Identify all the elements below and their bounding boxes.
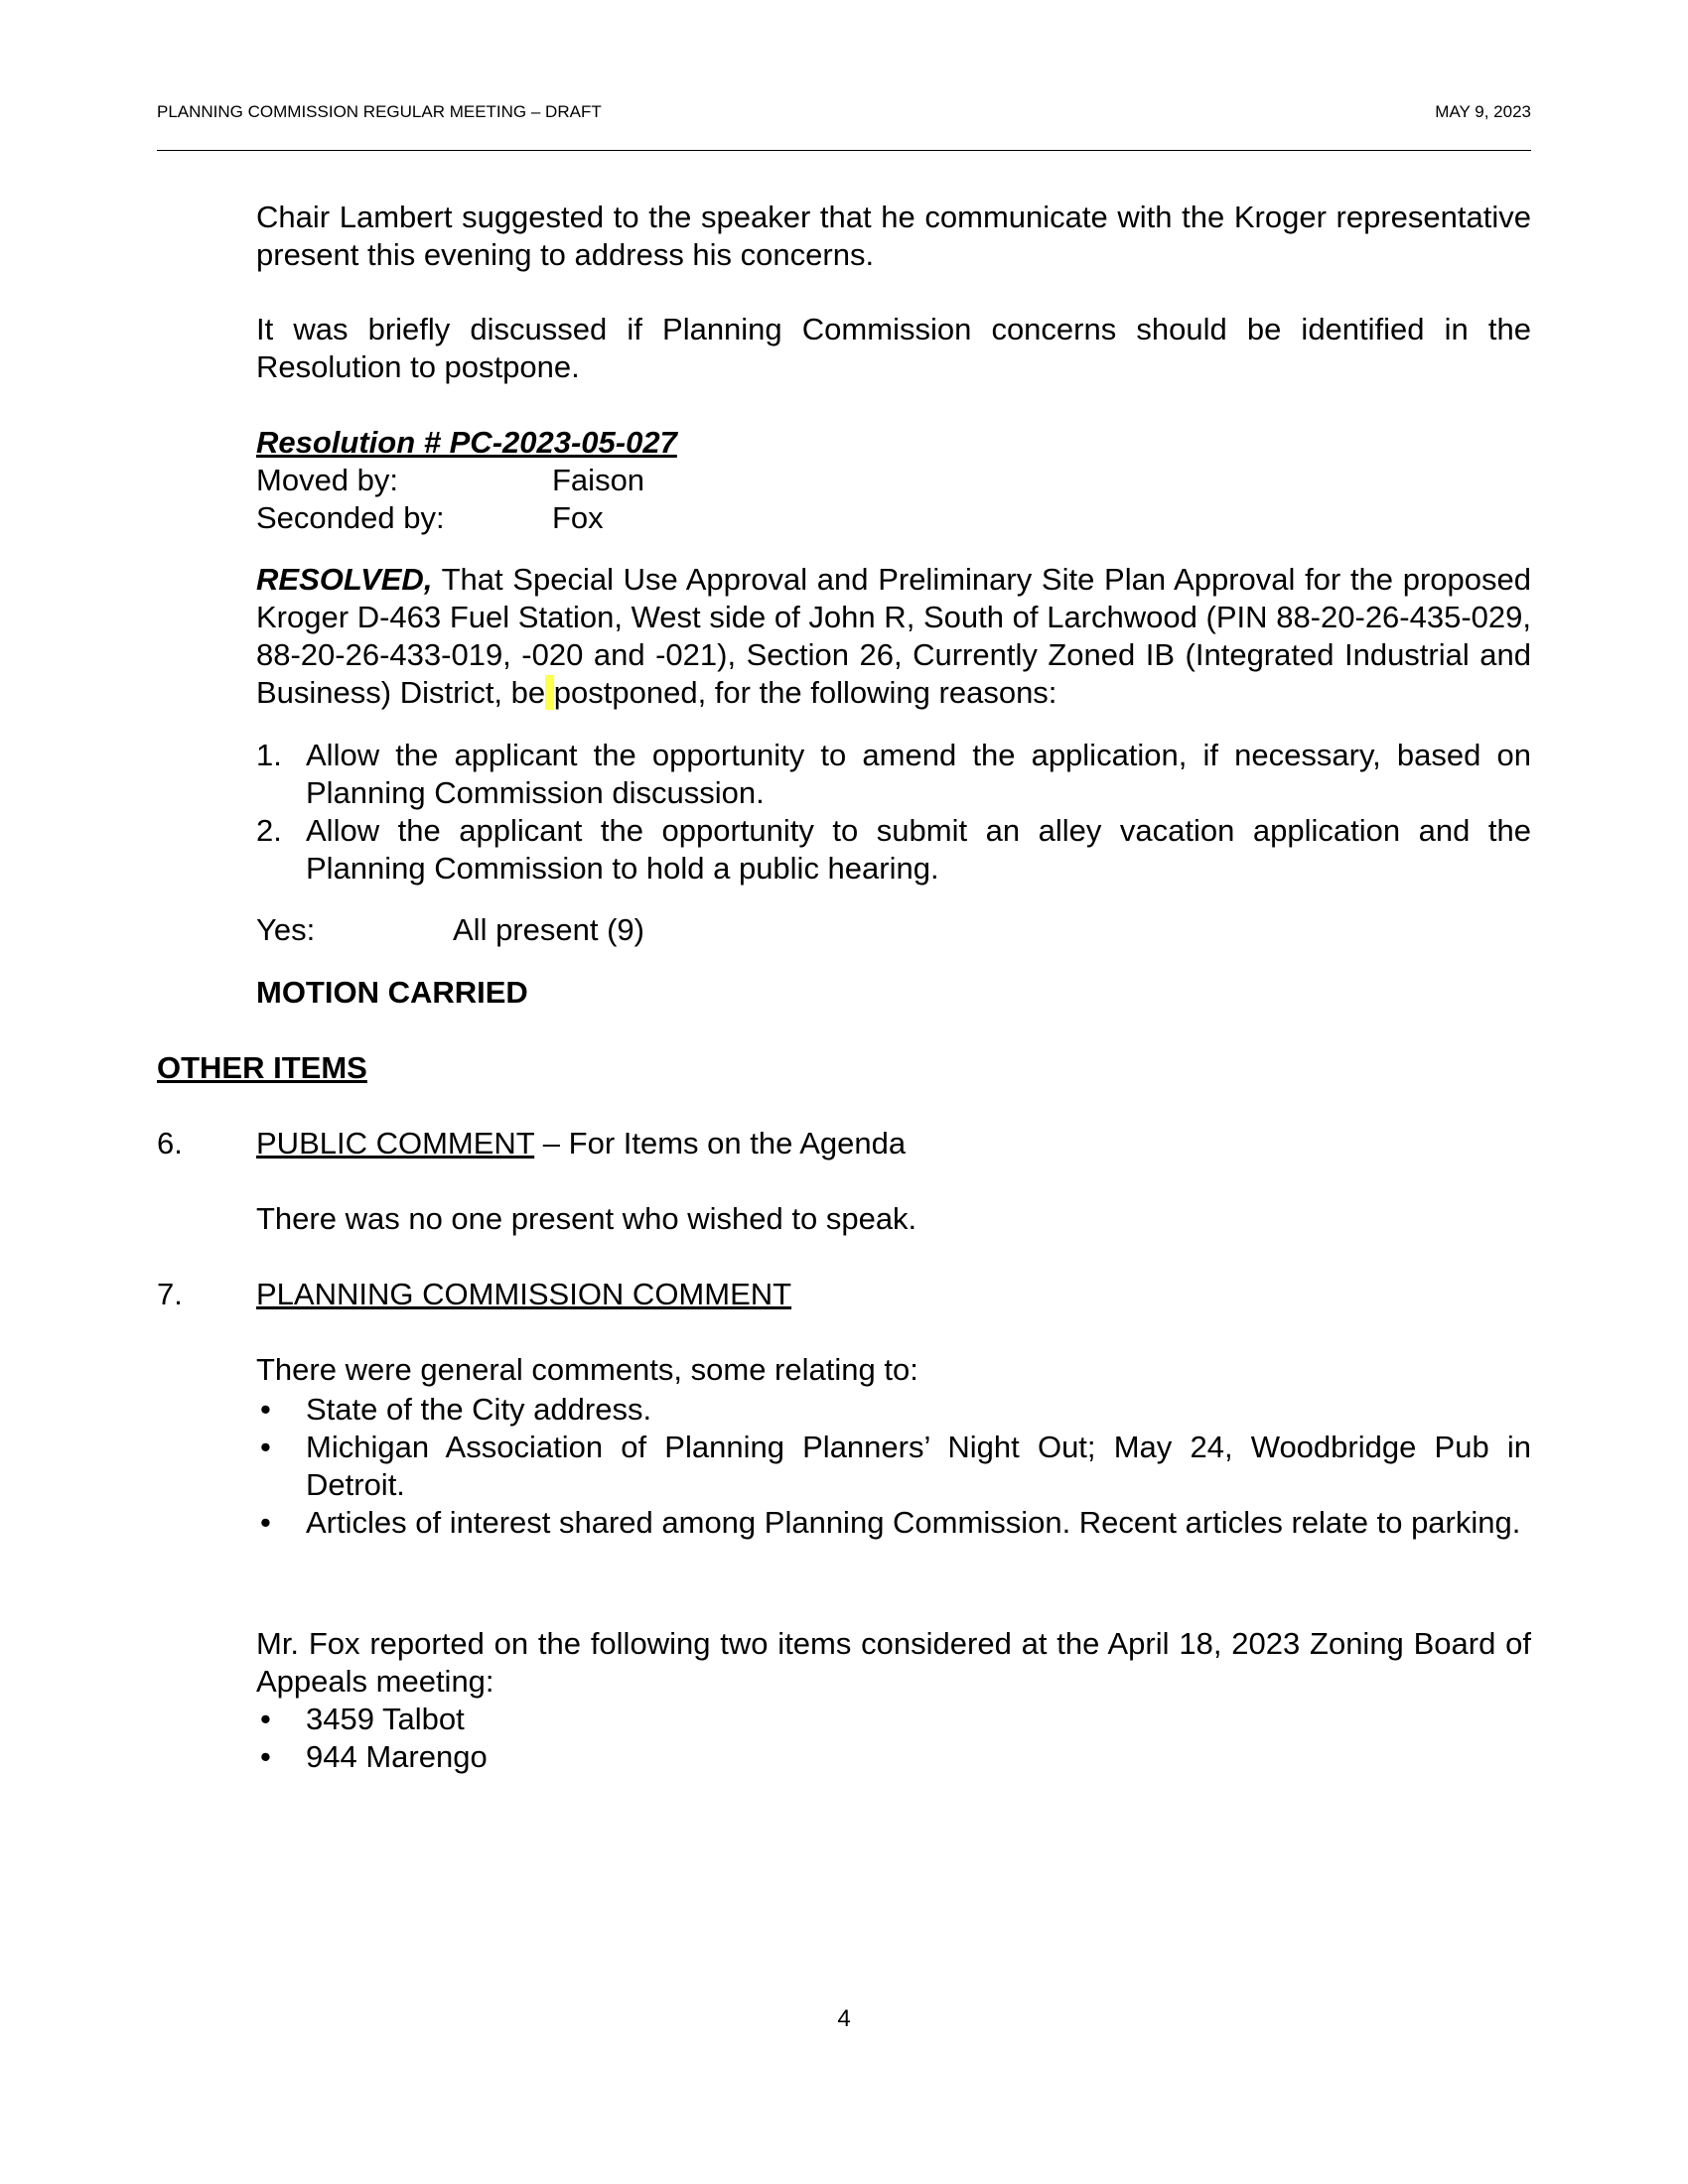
list-item — [256, 1504, 1531, 1542]
list-item — [256, 1738, 1531, 1776]
header-title: PLANNING COMMISSION REGULAR MEETING – DRAFT — [157, 102, 602, 121]
list-item-text: Allow the applicant the opportunity to submit an alley vacation application and the Planning Commission to hold a public hearing. — [306, 813, 1531, 886]
seconded-by-value: Fox — [552, 500, 604, 535]
list-item — [256, 737, 1531, 812]
item-7-number: 7. — [157, 1277, 183, 1311]
vote-row — [256, 911, 1531, 949]
zba-items-list — [256, 1701, 1531, 1776]
item-6-number: 6. — [157, 1126, 183, 1160]
paragraph-briefly-discussed: It was briefly discussed if Planning Commission concerns should be identified in the Resolution to postpone. — [256, 312, 1531, 384]
highlight-mark — [545, 675, 554, 710]
bullet-text: 944 Marengo — [306, 1739, 488, 1774]
seconded-by-row — [256, 499, 1531, 537]
other-items-heading: OTHER ITEMS — [157, 1050, 367, 1085]
resolved-text-b: postponed, for the following reasons: — [553, 675, 1057, 710]
resolution-title: Resolution # PC-2023-05-027 — [256, 425, 677, 460]
item-6-suffix: – For Items on the Agenda — [534, 1126, 907, 1160]
bullet-icon: • — [260, 1430, 271, 1464]
bullet-icon: • — [260, 1739, 271, 1774]
item-7-title: PLANNING COMMISSION COMMENT — [256, 1277, 792, 1311]
list-item-number: 1. — [256, 738, 282, 772]
header-date: MAY 9, 2023 — [1435, 102, 1531, 121]
motion-outcome: MOTION CARRIED — [256, 975, 528, 1010]
bullet-icon: • — [260, 1505, 271, 1540]
resolved-text-a: That Special Use Approval and Preliminary Site Plan Approval for the proposed Kroger D-463 Fuel Station, West side of John R, South of Larchwood (PIN 88-20-26-435-029, 88-20-26-433-019, -020 and -021), Section 26, Currently Zoned IB (Integrated Industrial and Business) District, be — [256, 562, 1531, 710]
bullet-icon: • — [260, 1392, 271, 1427]
item-6-title: PUBLIC COMMENT — [256, 1126, 535, 1160]
resolved-paragraph — [256, 561, 1531, 712]
resolved-lead: RESOLVED, — [256, 562, 433, 597]
moved-by-row — [256, 462, 1531, 499]
page-number: 4 — [837, 2005, 851, 2032]
moved-by-label: Moved by: — [256, 463, 399, 497]
bullet-text: Articles of interest shared among Planning Commission. Recent articles relate to parking. — [306, 1505, 1521, 1540]
bullet-icon: • — [260, 1702, 271, 1736]
list-item-text: Allow the applicant the opportunity to amend the application, if necessary, based on Planning Commission discussion. — [306, 738, 1531, 810]
page-header — [157, 102, 1531, 151]
list-item — [256, 812, 1531, 887]
bullet-text: 3459 Talbot — [306, 1702, 465, 1736]
bullet-text: State of the City address. — [306, 1392, 652, 1427]
vote-value: All present (9) — [453, 912, 644, 947]
item-6-text: There was no one present who wished to speak. — [256, 1201, 917, 1236]
bullet-text: Michigan Association of Planning Planners’ Night Out; May 24, Woodbridge Pub in Detroit. — [306, 1430, 1531, 1502]
reasons-list — [256, 737, 1531, 887]
item-7-intro: There were general comments, some relating to: — [256, 1352, 918, 1387]
comments-bullet-list — [256, 1391, 1531, 1542]
vote-label: Yes: — [256, 912, 316, 947]
moved-by-value: Faison — [552, 463, 645, 497]
seconded-by-label: Seconded by: — [256, 500, 445, 535]
fox-report: Mr. Fox reported on the following two items considered at the April 18, 2023 Zoning Board of Appeals meeting: — [256, 1626, 1531, 1699]
list-item — [256, 1391, 1531, 1429]
resolution-block — [256, 424, 1531, 537]
paragraph-chair-lambert: Chair Lambert suggested to the speaker that he communicate with the Kroger representative present this evening to address his concerns. — [256, 200, 1531, 272]
list-item-number: 2. — [256, 813, 282, 848]
list-item — [256, 1701, 1531, 1738]
list-item — [256, 1429, 1531, 1504]
